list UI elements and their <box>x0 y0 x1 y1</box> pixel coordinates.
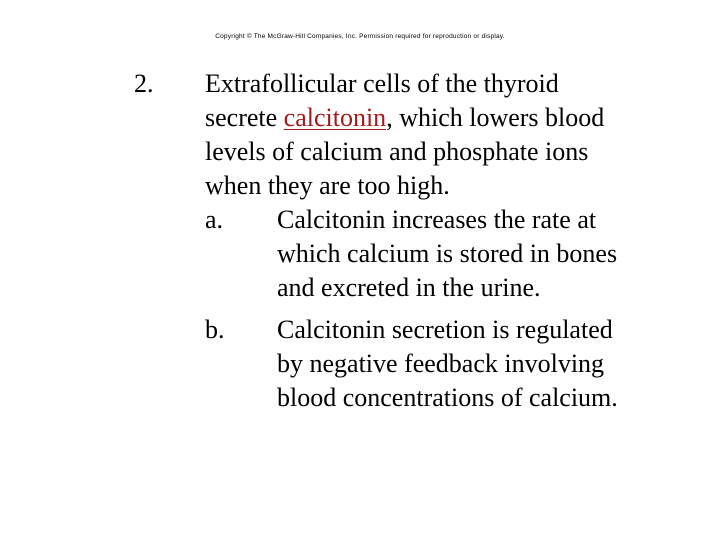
main-line-1: Extrafollicular cells of the thyroid <box>205 69 559 98</box>
main-line-2-tail: , which lowers blood <box>386 103 605 132</box>
subitem-a-marker: a. <box>205 205 224 234</box>
main-line-4: when they are too high. <box>205 171 450 200</box>
subitem-a-line-3: and excreted in the urine. <box>277 273 541 302</box>
subitem-b-line-3: blood concentrations of calcium. <box>277 383 618 412</box>
subitem-a-line-2: which calcium is stored in bones <box>277 239 618 268</box>
copyright-notice: Copyright © The McGraw-Hill Companies, Inc. Permission required for reproduction or display. <box>215 33 505 40</box>
main-line-3: levels of calcium and phosphate ions <box>205 137 589 166</box>
subitem-a-line-1: Calcitonin increases the rate at <box>277 205 597 234</box>
main-paragraph <box>205 67 655 203</box>
main-line-2-lead: secrete <box>205 103 284 132</box>
subitem-b-line-1: Calcitonin secretion is regulated <box>277 315 613 344</box>
subitem-b-text <box>277 313 697 415</box>
calcitonin-term-link[interactable]: calcitonin <box>283 103 387 132</box>
main-line-2 <box>205 101 655 135</box>
item-number: 2. <box>134 69 154 98</box>
subitem-b-line-2: by negative feedback involving <box>277 349 605 378</box>
subitem-a-text <box>277 203 697 305</box>
subitem-b-marker: b. <box>205 315 225 344</box>
